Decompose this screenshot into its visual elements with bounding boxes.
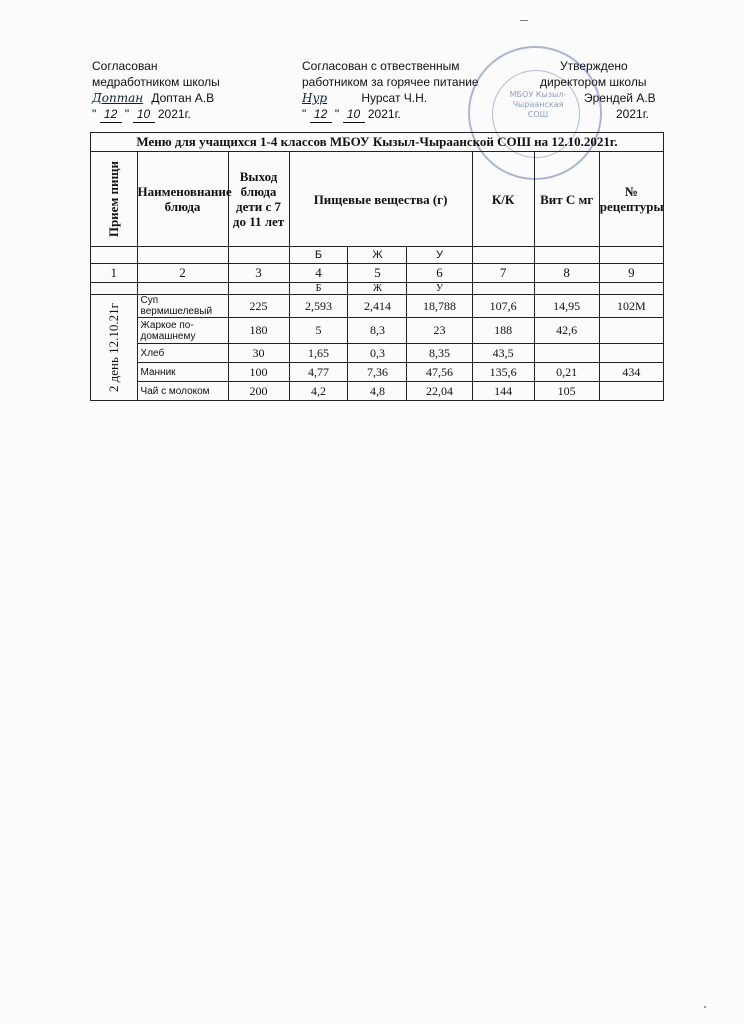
dish-b: 1,65 xyxy=(289,344,348,363)
dish-kcal: 135,6 xyxy=(472,363,534,382)
dish-zh: 2,414 xyxy=(348,295,407,318)
scan-speck xyxy=(704,1006,706,1008)
bju-b: Б xyxy=(289,247,348,264)
dish-output: 225 xyxy=(228,295,289,318)
medic-signature: Доптан xyxy=(92,91,144,105)
dish-zh: 4,8 xyxy=(348,382,407,401)
medic-day: 12 xyxy=(100,106,122,123)
dish-b: 4,2 xyxy=(289,382,348,401)
director-name: Эрендей А.В xyxy=(584,91,656,105)
food-signature: Нур xyxy=(302,91,328,105)
col-number: 1 xyxy=(91,264,138,283)
dish-zh: 0,3 xyxy=(348,344,407,363)
header-meal xyxy=(91,152,138,247)
dish-kcal: 188 xyxy=(472,318,534,344)
col-number: 6 xyxy=(407,264,472,283)
director-approval-line2: директором школы xyxy=(540,75,647,89)
header-vitc: Вит С мг xyxy=(534,152,599,247)
director-year: 2021г. xyxy=(616,107,649,121)
menu-title: Меню для учащихся 1-4 классов МБОУ Кызыл-Чыраанской СОШ на 12.10.2021г. xyxy=(91,133,664,152)
header-dish: Наименовнание блюда xyxy=(137,152,228,247)
bju2-b: Б xyxy=(289,283,348,295)
dish-b: 5 xyxy=(289,318,348,344)
dish-kcal: 43,5 xyxy=(472,344,534,363)
col-number: 4 xyxy=(289,264,348,283)
medic-name: Доптан А.В xyxy=(151,91,215,105)
food-approval-line2: работником за горячее питание xyxy=(302,75,479,89)
dish-name: Жаркое по-домашнему xyxy=(137,318,228,344)
header-recipe: № рецептуры xyxy=(599,152,663,247)
director-approval-line1: Утверждено xyxy=(560,59,628,73)
medic-approval: Согласован медработником школы Доптан Доптан А.В " 12 " 10 2021г. xyxy=(92,59,220,121)
col-number: 7 xyxy=(472,264,534,283)
menu-table xyxy=(90,132,664,401)
col-number: 5 xyxy=(348,264,407,283)
dish-kcal: 144 xyxy=(472,382,534,401)
food-year: 2021г. xyxy=(367,107,401,121)
dish-recipe xyxy=(599,344,663,363)
dish-vitc: 105 xyxy=(534,382,599,401)
dish-b: 2,593 xyxy=(289,295,348,318)
stamp-text: МБОУ Кызыл-Чыраанская СОШ xyxy=(509,90,567,119)
day-label: 2 день 12.10.21г xyxy=(105,302,121,393)
bju-zh: Ж xyxy=(348,247,407,264)
dish-recipe xyxy=(599,382,663,401)
bju2-zh: Ж xyxy=(348,283,407,295)
food-day: 12 xyxy=(310,106,332,123)
medic-approval-line2: медработником школы xyxy=(92,75,220,89)
dish-b: 4,77 xyxy=(289,363,348,382)
food-name: Нурсат Ч.Н. xyxy=(361,91,428,105)
medic-month: 10 xyxy=(133,106,155,123)
dish-name: Суп вермишелевый xyxy=(137,295,228,318)
header-kcal: К/К xyxy=(472,152,534,247)
dish-u: 23 xyxy=(407,318,472,344)
dish-vitc: 42,6 xyxy=(534,318,599,344)
medic-year: 2021г. xyxy=(157,107,191,121)
dish-u: 22,04 xyxy=(407,382,472,401)
dish-output: 100 xyxy=(228,363,289,382)
dish-output: 200 xyxy=(228,382,289,401)
scan-speck xyxy=(520,20,528,21)
dish-u: 8,35 xyxy=(407,344,472,363)
approval-block xyxy=(0,58,744,138)
dish-vitc xyxy=(534,344,599,363)
col-number: 8 xyxy=(534,264,599,283)
dish-recipe: 102М xyxy=(599,295,663,318)
day-cell xyxy=(91,295,138,401)
dish-zh: 8,3 xyxy=(348,318,407,344)
dish-zh: 7,36 xyxy=(348,363,407,382)
dish-recipe: 434 xyxy=(599,363,663,382)
header-meal-label: Прием пищи xyxy=(106,160,122,238)
dish-name: Манник xyxy=(137,363,228,382)
header-nutrients: Пищевые вещества (г) xyxy=(289,152,472,247)
col-number: 9 xyxy=(599,264,663,283)
food-month: 10 xyxy=(343,106,365,123)
dish-name: Чай с молоком xyxy=(137,382,228,401)
header-output: Выход блюда дети с 7 до 11 лет xyxy=(228,152,289,247)
dish-output: 180 xyxy=(228,318,289,344)
food-approval: Согласован с отвественным работником за горячее питание Нур Нурсат Ч.Н. " 12 " 10 2021г. xyxy=(302,59,479,121)
food-approval-line1: Согласован с отвественным xyxy=(302,59,460,73)
dish-kcal: 107,6 xyxy=(472,295,534,318)
dish-recipe xyxy=(599,318,663,344)
dish-vitc: 0,21 xyxy=(534,363,599,382)
medic-approval-line1: Согласован xyxy=(92,59,158,73)
dish-output: 30 xyxy=(228,344,289,363)
dish-name: Хлеб xyxy=(137,344,228,363)
dish-vitc: 14,95 xyxy=(534,295,599,318)
dish-u: 47,56 xyxy=(407,363,472,382)
bju2-u: У xyxy=(407,283,472,295)
col-number: 3 xyxy=(228,264,289,283)
dish-u: 18,788 xyxy=(407,295,472,318)
bju-u: У xyxy=(407,247,472,264)
col-number: 2 xyxy=(137,264,228,283)
